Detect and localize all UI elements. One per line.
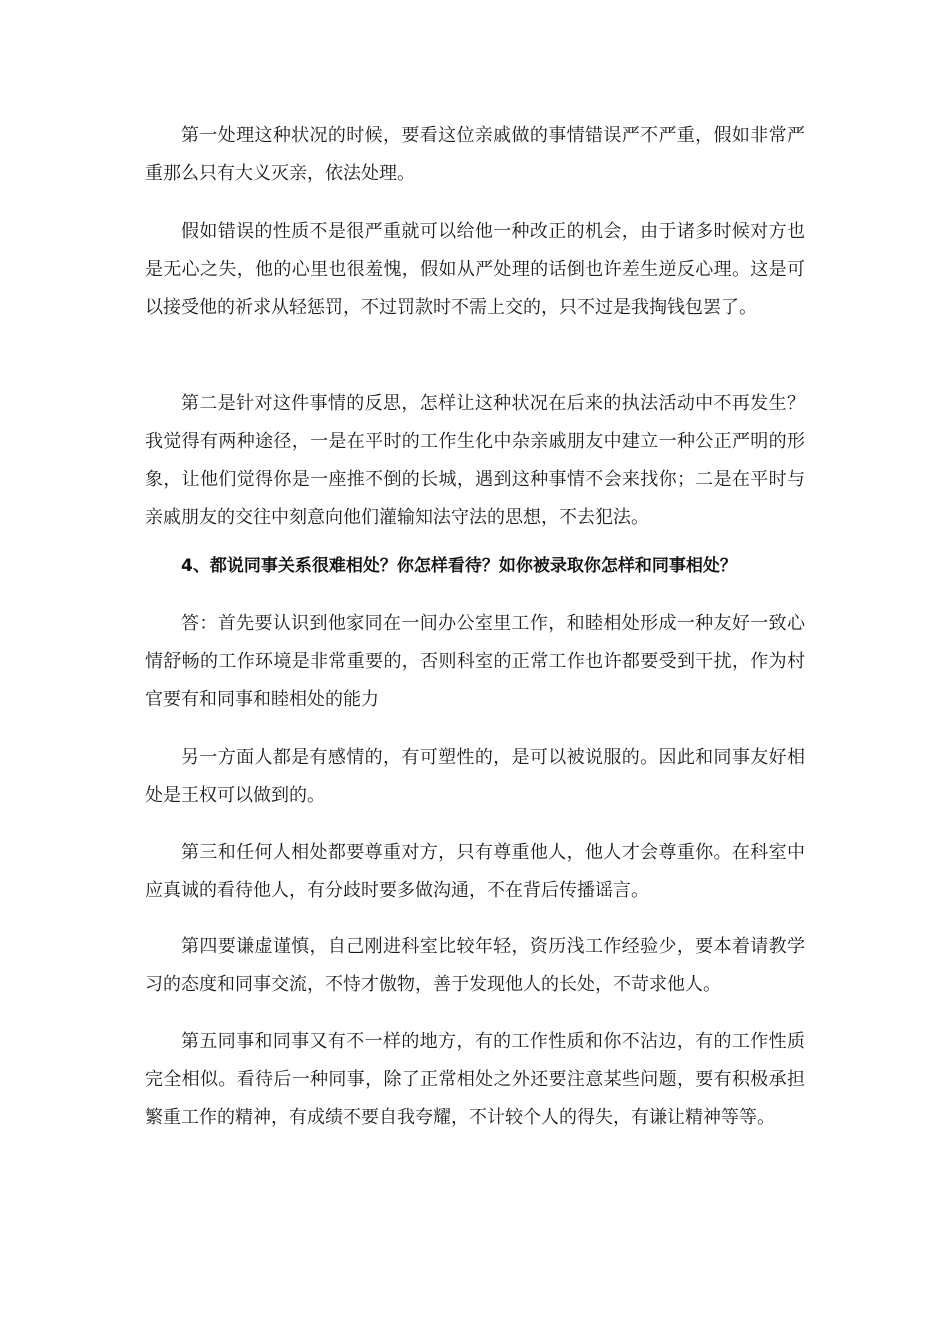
paragraph-answer-intro: 答：首先要认识到他家同在一间办公室里工作，和睦相处形成一种友好一致心情舒畅的工作环境是非常重要的，否则科室的正常工作也许都要受到干扰，作为村官要有和同事和睦相处的能力 <box>145 613 805 710</box>
question-heading-4: 4、都说同事关系很难相处？你怎样看待？如你被录取你怎样和同事相处？ <box>181 556 737 576</box>
paragraph-relative-handling: 第一处理这种状况的时候，要看这位亲戚做的事情错误严不严重，假如非常严重那么只有大义灭亲，依法处理。 <box>145 125 805 184</box>
paragraph-reflection: 第二是针对这件事情的反思，怎样让这种状况在后来的执法活动中不再发生？我觉得有两种途径，一是在平时的工作生化中杂亲戚朋友中建立一种公正严明的形象，让他们觉得你是一座推不倒的长城，遇到这种事情不会来找你；二是在平时与亲戚朋友的交往中刻意向他们灌输知法守法的思想，不去犯法。 <box>145 393 805 528</box>
paragraph-minor-error: 假如错误的性质不是很严重就可以给他一种改正的机会，由于诸多时候对方也是无心之失，他的心里也很羞愧，假如从严处理的话倒也许差生逆反心理。这是可以接受他的祈求从轻惩罚，不过罚款时不需上交的，只不过是我掏钱包罢了。 <box>145 221 805 318</box>
paragraph-fifth-point: 第五同事和同事又有不一样的地方，有的工作性质和你不沾边，有的工作性质完全相似。看待后一种同事，除了正常相处之外还要注意某些问题，要有积极承担繁重工作的精神，有成绩不要自我夸耀，不计较个人的得失，有谦让精神等等。 <box>145 1031 805 1128</box>
paragraph-third-point: 第三和任何人相处都要尊重对方，只有尊重他人，他人才会尊重你。在科室中应真诚的看待他人，有分歧时要多做沟通，不在背后传播谣言。 <box>145 842 805 901</box>
paragraph-fourth-point: 第四要谦虚谨慎，自己刚进科室比较年轻，资历浅工作经验少，要本着请教学习的态度和同事交流，不恃才傲物，善于发现他人的长处，不苛求他人。 <box>145 936 805 995</box>
paragraph-second-point: 另一方面人都是有感情的，有可塑性的，是可以被说服的。因此和同事友好相处是王权可以做到的。 <box>145 747 805 806</box>
